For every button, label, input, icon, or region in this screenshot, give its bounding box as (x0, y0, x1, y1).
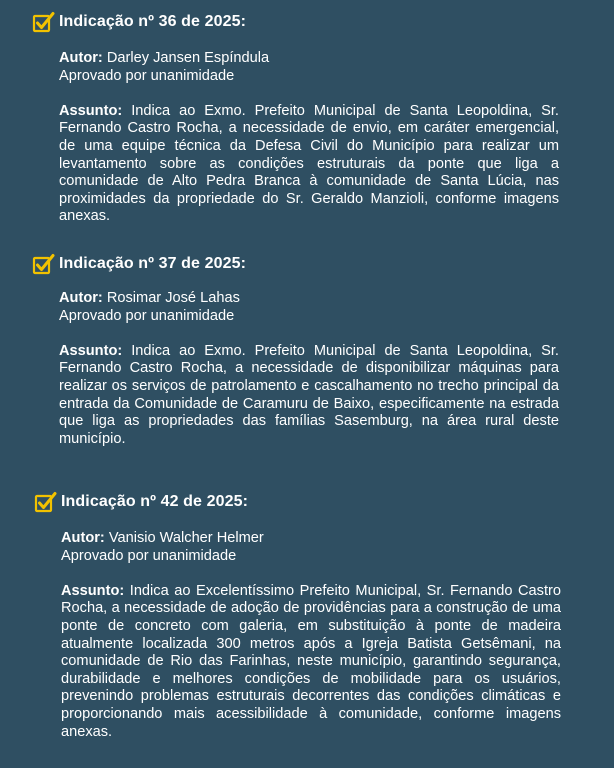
subject-paragraph (59, 103, 559, 226)
subject-paragraph (59, 343, 559, 449)
author-line (59, 50, 559, 68)
indication-body (59, 290, 559, 448)
indication-body (61, 530, 561, 741)
subject-text: Indica ao Exmo. Prefeito Municipal de Santa Leopoldina, Sr. Fernando Castro Rocha, a necessidade de envio, em caráter emergencial, de uma equipe técnica da Defesa Civil do Município para realizar um levantamento sobre as condições estruturais da ponte que liga a comunidade de Alto Pedra Branca à comunidade de Santa Lúcia, nas proximidades da propriedade do Sr. Geraldo Manzioli, conforme imagens anexas. (59, 102, 559, 225)
author-name: Darley Jansen Espíndula (106, 50, 270, 66)
author-name: Rosimar José Lahas (106, 290, 240, 306)
check-icon (34, 490, 58, 514)
status-text: Aprovado por unanimidade (61, 547, 237, 564)
status-text: Aprovado por unanimidade (59, 67, 235, 84)
author-name: Vanisio Walcher Helmer (108, 530, 264, 546)
author-line (59, 290, 559, 308)
indication-header (0, 10, 614, 36)
indication-title: Indicação nº 36 de 2025: (59, 13, 246, 30)
subject-label: Assunto: (59, 102, 123, 119)
indication-header (0, 252, 614, 278)
indication-37 (0, 252, 614, 447)
author-label: Autor: (59, 290, 103, 306)
indication-title: Indicação nº 42 de 2025: (61, 493, 248, 510)
indication-body (59, 50, 559, 226)
check-icon (32, 10, 56, 34)
author-line (61, 530, 561, 548)
indication-36 (0, 10, 614, 225)
subject-label: Assunto: (59, 342, 123, 359)
indication-header (0, 490, 614, 516)
subject-paragraph (61, 583, 561, 741)
author-label: Autor: (59, 50, 103, 66)
author-label: Autor: (61, 530, 105, 546)
subject-label: Assunto: (61, 582, 125, 599)
check-icon (32, 252, 56, 276)
status-text: Aprovado por unanimidade (59, 307, 235, 324)
indication-42 (0, 490, 614, 740)
indication-title: Indicação nº 37 de 2025: (59, 255, 246, 272)
subject-text: Indica ao Exmo. Prefeito Municipal de Santa Leopoldina, Sr. Fernando Castro Rocha, a necessidade de disponibilizar máquinas para realizar os serviços de patrolamento e cascalhamento no trecho principal da entrada da Comunidade de Caramuru de Baixo, especificamente na estrada que liga as propriedades das famílias Sasemburg, na área rural deste município. (59, 342, 559, 447)
subject-text: Indica ao Excelentíssimo Prefeito Municipal, Sr. Fernando Castro Rocha, a necessidade de adoção de providências para a construção de uma ponte de concreto com galeria, em substituição à ponte de madeira atualmente localizada 300 metros após a Igreja Batista Getsêmani, na comunidade de Rio das Farinhas, neste município, garantindo segurança, durabilidade e melhores condições de mobilidade para os usuários, prevenindo problemas estruturais decorrentes das condições climáticas e proporcionando mais acessibilidade à comunidade, conforme imagens anexas. (61, 582, 561, 740)
